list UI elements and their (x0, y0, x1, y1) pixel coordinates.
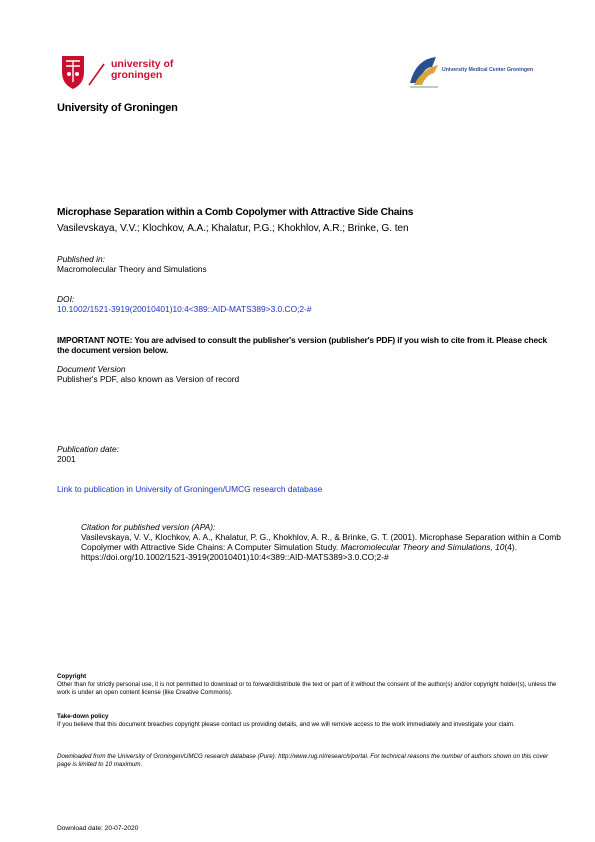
doi-link[interactable]: 10.1002/1521-3919(20010401)10:4<389::AID-MATS389>3.0.CO;2-# (57, 304, 312, 314)
copyright-text: Other than for strictly personal use, it is not permitted to download or to forward/distribute the text or part of it without the consent of the author(s) and/or copyright holder(s), unless the work is under an open content license (like Creative Commons). (57, 681, 557, 696)
document-version-label: Document Version (57, 364, 126, 374)
citation-volume: 10 (495, 542, 505, 553)
citation-text-1: Vasilevskaya, V. V., Klochkov, A. A., Khalatur, P. G., Khokhlov, A. R., & Brinke, G. T. (2001). Microphase Separation within a Comb Copolymer with Attractive Side Chains: A Computer Simulation Study. (81, 532, 561, 553)
umcg-logo-text: University Medical Center Groningen (442, 67, 534, 73)
publication-date-value: 2001 (57, 454, 76, 464)
umcg-logo (406, 53, 546, 89)
publication-date-label: Publication date: (57, 444, 119, 454)
download-date: Download date: 20-07-2020 (57, 825, 139, 832)
institution-heading: University of Groningen (57, 102, 178, 114)
copyright-heading: Copyright (57, 673, 87, 680)
rug-logo (56, 52, 186, 92)
paper-authors: Vasilevskaya, V.V.; Klochkov, A.A.; Khalatur, P.G.; Khokhlov, A.R.; Brinke, G. ten (57, 223, 409, 234)
citation-text-2: (4). https://doi.org/10.1002/1521-3919(20010401)10:4<389::AID-MATS389>3.0.CO;2-# (81, 542, 518, 563)
citation-text: Vasilevskaya, V. V., Klochkov, A. A., Khalatur, P. G., Khokhlov, A. R., & Brinke, G. T. (2001). Microphase Separation within a Comb Copolymer with Attractive Side Chains: A Computer Simulation Study. Macromolecular Theory and Simulations, 10(4). https://doi.org/10.1002/1521-3919(20010401)10:4<389::AID-MATS389>3.0.CO;2-# (81, 532, 561, 563)
doi-label: DOI: (57, 294, 75, 304)
umcg-emblem-icon (406, 53, 442, 89)
research-database-link[interactable]: Link to publication in University of Groningen/UMCG research database (57, 484, 323, 494)
rug-logo-line2: groningen (111, 69, 163, 81)
rug-logo-line1: university of (111, 58, 174, 70)
downloaded-note: Downloaded from the University of Groningen/UMCG research database (Pure): http://www.rug.nl/research/portal. For technical reasons the number of authors shown on this cover page is limited to 10 maximum. (57, 753, 549, 768)
paper-title: Microphase Separation within a Comb Copolymer with Attractive Side Chains (57, 207, 414, 218)
takedown-text: If you believe that this document breaches copyright please contact us providing details, and we will remove access to the work immediately and investigate your claim. (57, 721, 515, 728)
citation-journal: Macromolecular Theory and Simulations (340, 542, 491, 553)
published-in-label: Published in: (57, 254, 105, 264)
published-in-value: Macromolecular Theory and Simulations (57, 264, 207, 274)
citation-label: Citation for published version (APA): (81, 522, 216, 532)
document-version-value: Publisher's PDF, also known as Version of record (57, 374, 240, 384)
important-note: IMPORTANT NOTE: You are advised to consult the publisher's version (publisher's PDF) if you wish to cite from it. Please check the document version below. (57, 335, 548, 355)
takedown-heading: Take-down policy (57, 713, 109, 720)
